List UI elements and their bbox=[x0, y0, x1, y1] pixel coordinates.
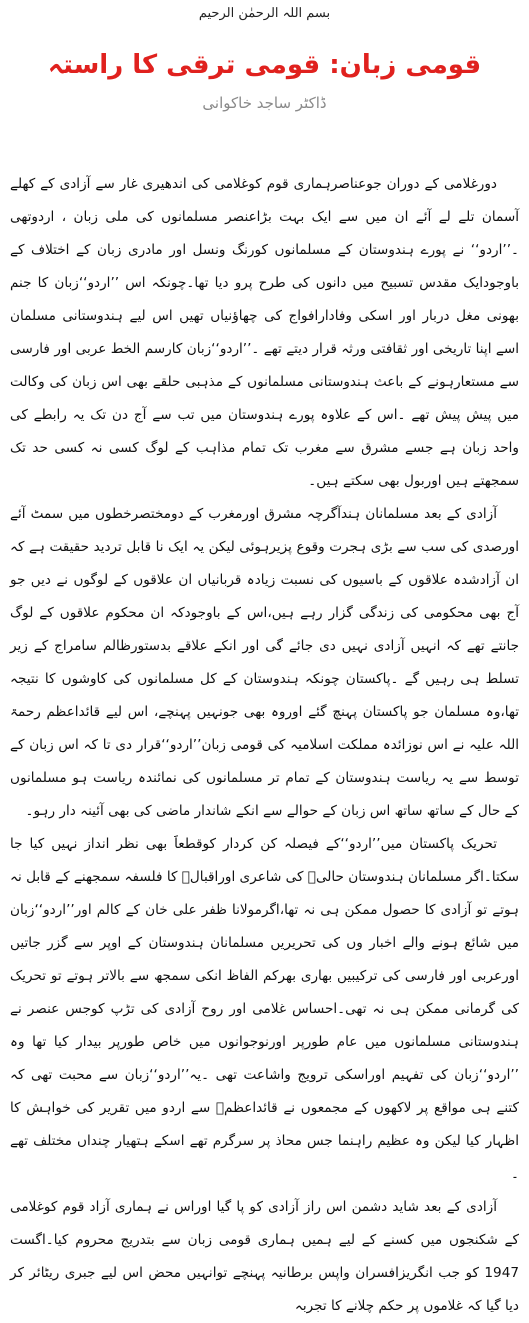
article-paragraph: تحریک پاکستان میں’’اردو‘‘کے فیصلہ کن کردار کوقطعاََ بھی نظر انداز نہیں کیا جا سکتا۔اگر مسلمانان ہندوستان حالیؔ کی شاعری اوراقبالؔ کا فلسفہ سمجھنے کے قابل نہ ہوتے تو آزادی کا حصول ممکن ہی نہ تھا،اگرمولانا ظفر علی خان کے کالم اور’’اردو‘‘زبان میں شائع ہونے والے اخبار وں کی تحریریں مسلمانان ہندوستان کے اوپر سے گزر جاتیں اورعربی اور فارسی کی ترکیبیں بھاری بھرکم الفاظ انکی سمجھ سے بالاتر ہوتے تو تحریک کی گرمانی ممکن ہی نہ تھی۔احساس غلامی اور روح آزادی کی تڑپ کوجس عنصر نے ہندوستانی مسلمانوں میں عام طورپر اورنوجوانوں میں خاص طورپر بیدار کیا تھا وہ ’’اردو‘‘زبان کی تفہیم اوراسکی ترویج واشاعت تھی ۔یہ’’اردو‘‘زبان سے محبت تھی کہ کتنے ہی مواقع پر لاکھوں کے مجمعوں نے قائداعظمؒ سے اردو میں تقریر کی خواہش کا اظہار کیا لیکن وہ عظیم راہنما جس محاذ پر سرگرم تھے اسکے ہتھیار چنداں مختلف تھے ۔ bbox=[10, 836, 519, 1182]
article-paragraph: آزادی کے بعد شاید دشمن اس راز آزادی کو پا گیا اوراس نے ہماری آزاد قوم کوغلامی کے شکنجوں میں کسنے کے لیے ہمیں ہماری قومی زبان سے بتدریج محروم کیا۔اگست 1947 کو جب انگریزافسران واپس برطانیہ پہنچے توانہیں محض اس لیے جبری ریٹائر کر دیا گیا کہ غلاموں پر حکم چلانے کا تجربہ bbox=[10, 1199, 519, 1314]
article-paragraph: آزادی کے بعد مسلمانان ہندآگرچہ مشرق اورمغرب کے دومختصرخطوں میں سمٹ آئے اورصدی کی سب سے بڑی ہجرت وقوع پزیرہوئی لیکن یہ ایک نا قابل تردید حقیقت ہے کہ ان آزادشدہ علاقوں کے باسیوں کی نسبت زیادہ قربانیاں ان علاقوں کے لوگوں نے دیں جو آج بھی محکومی کی زندگی گزار رہے ہیں،اس کے باوجودکہ ان محکوم علاقوں کے لوگ جانتے تھے کہ انہیں آزادی نہیں دی جائے گی اور انکے علاقے بدستورظالم سامراج کے زیر تسلط ہی رہیں گے ۔پاکستان چونکہ ہندوستان کے کل مسلمانوں کی کاوشوں کا نتیجہ تھا،وہ مسلمان جو پاکستان پہنچ گئے اوروہ بھی جونہیں پہنچے، اس لیے قائداعظم رحمۃ اللہ علیہ نے اس نوزائدہ مملکت اسلامیہ کی قومی زبان’’اردو‘‘قرار دی تا کہ اس زبان کے توسط سے یہ ریاست ہندوستان کے تمام تر مسلمانوں کی نمائندہ ریاست ہو مسلمانوں کے حال کے ساتھ ساتھ اس زبان کے حوالے سے انکے شاندار ماضی کی بھی آئینہ دار رہو۔ bbox=[10, 506, 519, 819]
article-author: ڈاکٹر ساجد خاکوانی bbox=[202, 94, 327, 112]
article-title: قومی زبان: قومی ترقی کا راستہ bbox=[47, 50, 482, 80]
article-body bbox=[10, 168, 519, 1314]
bismillah-heading: بسم اللہ الرحمٰن الرحیم bbox=[198, 6, 331, 21]
article-paragraph: دورغلامی کے دوران جوعناصرہماری قوم کوغلامی کی اندھیری غار سے آزادی کے کھلے آسمان تلے لے آئے ان میں سے ایک بہت بڑاعنصر مسلمانوں کی ملی زبان ، اردوتھی ۔’’اردو‘‘ نے پورے ہندوستان کے مسلمانوں کورنگ ونسل اور مادری زبان کے اختلاف کے باوجودایک مقدس تسبیح میں دانوں کی طرح پرو دیا تھا۔چونکہ اس ’’اردو‘‘زبان کا جنم بھونی مغل دربار اور اسکی وفادارافواج کی چھاؤنیاں تھیں اس لیے ہندوستانی مسلمان اسے اپنا تاریخی اور ثقافتی ورثہ قرار دیتے تھے ۔’’اردو‘‘زبان کارسم الخط عربی اور فارسی سے مستعارہونے کے باعث ہندوستانی مسلمانوں کے مذہبی حلقے بھی اس زبان کی وکالت میں پیش پیش تھے ۔اس کے علاوہ پورے ہندوستان میں تب سے آج دن تک یہ رابطے کی واحد زبان ہے جسے مشرق سے مغرب تک تمام مذاہب کے لوگ کسی نہ کسی حد تک سمجھتے ہیں اوربول بھی سکتے ہیں۔ bbox=[10, 176, 519, 489]
